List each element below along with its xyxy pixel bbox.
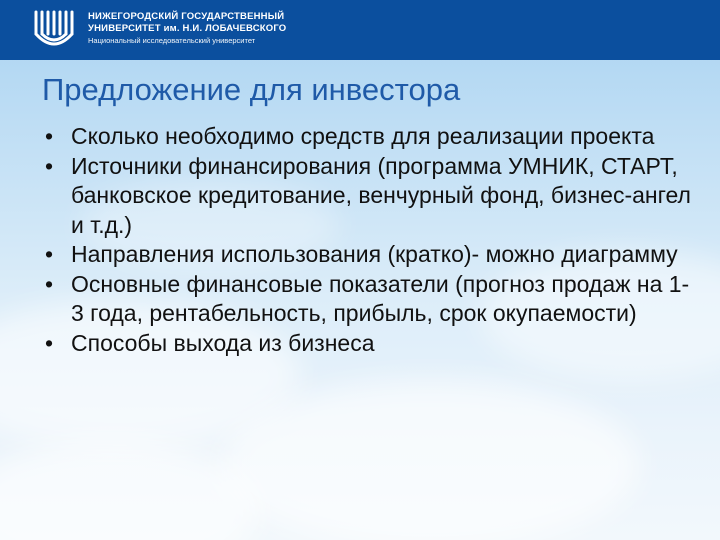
slide-title: Предложение для инвестора [42, 72, 461, 107]
bullet-item [45, 270, 695, 329]
university-name-line2: УНИВЕРСИТЕТ им. Н.И. ЛОБАЧЕВСКОГО [88, 23, 287, 34]
university-name [88, 11, 286, 46]
bullet-marker: • [45, 241, 54, 267]
university-header [0, 0, 720, 60]
university-logo-icon [31, 8, 77, 52]
bullet-item [45, 152, 695, 241]
bullet-text: Сколько необходимо средств для реализации проекта [71, 123, 655, 149]
bullet-marker: • [45, 123, 54, 149]
bullet-text: Источники финансирования (программа УМНИК, СТАРТ, банковское кредитование, венчурный фонд, бизнес-ангел и т.д.) [71, 152, 691, 238]
bullet-marker: • [45, 329, 54, 356]
bullet-marker: • [45, 270, 54, 297]
university-name-line1: НИЖЕГОРОДСКИЙ ГОСУДАРСТВЕННЫЙ [88, 11, 285, 22]
bullet-marker: • [45, 152, 54, 179]
bullet-text: Направления использования (кратко)- можно диаграмму [71, 241, 678, 267]
bullet-list [45, 122, 695, 358]
university-subtitle: Национальный исследовательский университет [88, 36, 256, 45]
cloud-decoration [220, 380, 640, 540]
bullet-item [45, 329, 695, 359]
bullet-text: Способы выхода из бизнеса [71, 329, 375, 356]
bullet-text: Основные финансовые показатели (прогноз продаж на 1-3 года, рентабельность, прибыль, срок окупаемости) [71, 270, 690, 326]
bullet-item [45, 122, 695, 152]
bullet-item [45, 240, 695, 270]
